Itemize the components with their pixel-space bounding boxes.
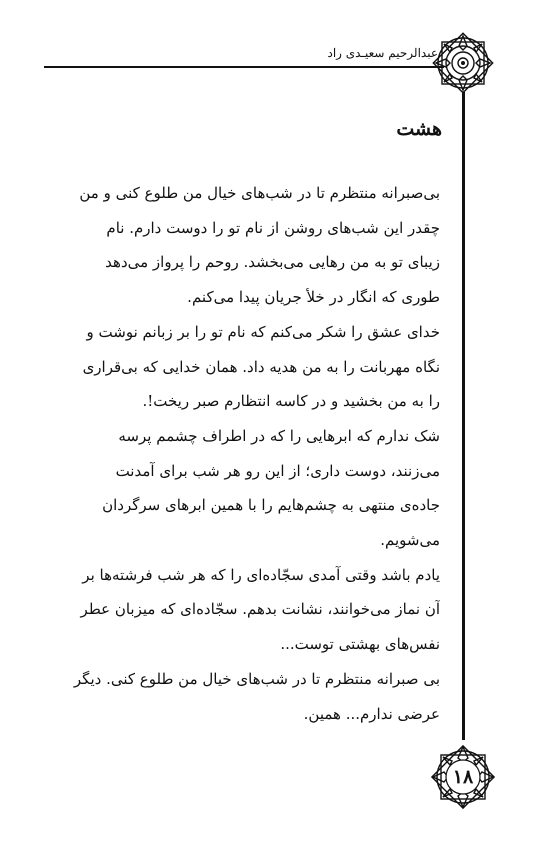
text-line: نگاه مهربانت را به من هدیه داد. همان خدایی که بی‌قراری — [82, 357, 440, 376]
text-line: چقدر این شب‌های روشن از نام تو را دوست دارم. نام — [106, 218, 440, 237]
text-line: عرضی ندارم... همین. — [303, 704, 440, 723]
page-number: ۱۸ — [452, 766, 474, 788]
body-text — [44, 176, 440, 731]
text-line: را به من بخشید و در کاسه انتظارم صبر ریخت!. — [142, 392, 440, 411]
text-line: می‌زنند، دوست داری؛ از این رو هر شب برای آمدنت — [115, 461, 440, 480]
text-line: جاده‌ی منتهی به چشم‌هایم را با همین ابرهای سرگردان — [102, 496, 440, 515]
text-line: طوری که انگار در خلأ جریان پیدا می‌کنم. — [187, 288, 440, 307]
text-line: شک ندارم که ابرهایی را که در اطراف چشمم پرسه — [118, 426, 440, 445]
arabesque-ornament-icon — [428, 28, 498, 98]
chapter-title: هشت — [396, 118, 442, 140]
margin-vertical-rule — [462, 92, 465, 740]
text-line: زیبای تو به من رهایی می‌بخشد. روحم را پرواز می‌دهد — [105, 253, 440, 272]
text-line: خدای عشق را شکر می‌کنم که نام تو را بر زبانم نوشت و — [86, 322, 440, 341]
text-line: می‌شویم. — [380, 531, 440, 550]
text-line: آن نماز می‌خوانند، نشانت بدهم. سجّاده‌ای که میزبان عطر — [80, 600, 440, 619]
text-line: نفس‌های بهشتی توست... — [280, 635, 440, 654]
text-line: بی‌صبرانه منتظرم تا در شب‌های خیال من طلوع کنی و من — [79, 184, 440, 202]
text-line: بی صبرانه منتظرم تا در شب‌های خیال من طلوع کنی. دیگر — [73, 669, 440, 688]
text-line: یادم باشد وقتی آمدی سجّاده‌ای را که هر شب فرشته‌ها بر — [82, 565, 440, 584]
header-rule — [44, 66, 444, 68]
running-header-author: عبدالرحیم سعیـدی راد — [327, 46, 438, 60]
